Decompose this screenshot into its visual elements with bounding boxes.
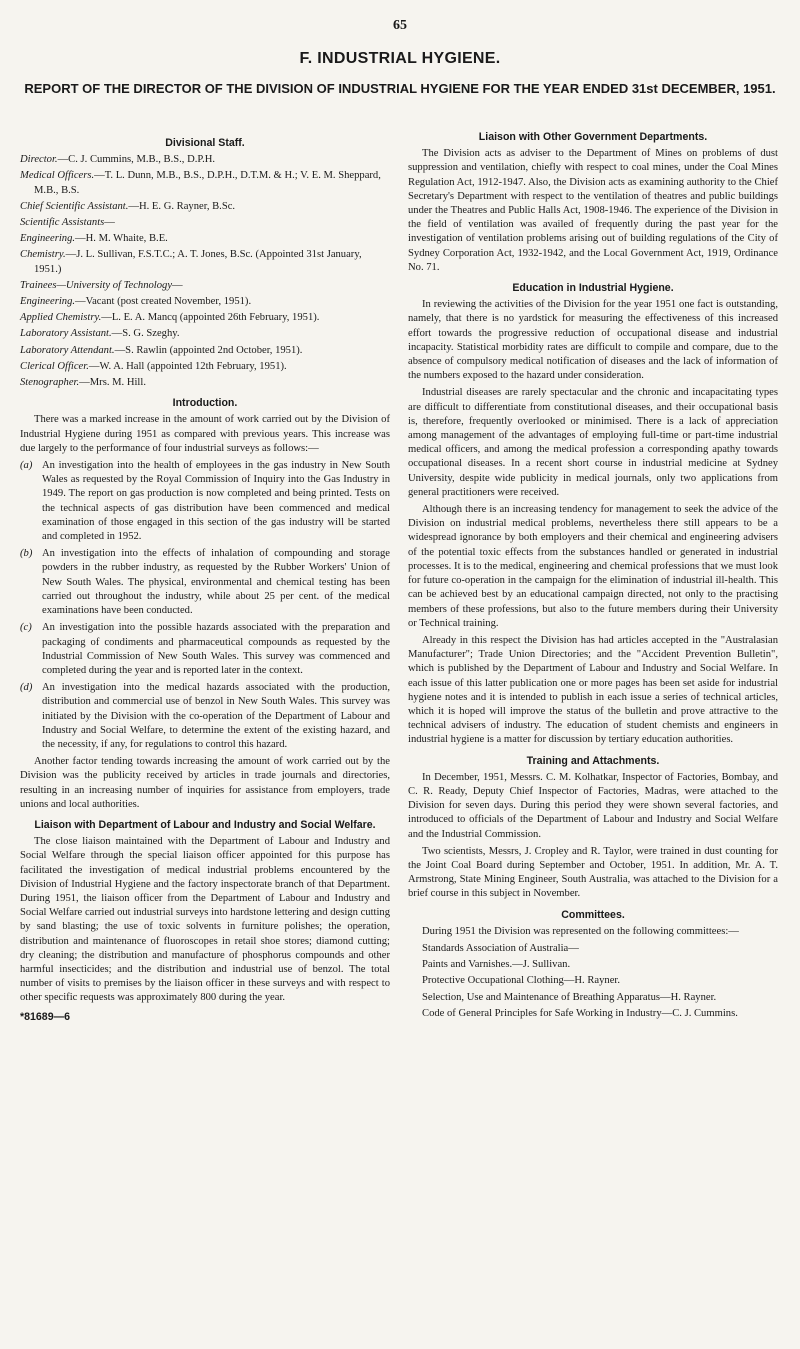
staff-role: Laboratory Assistant. — [20, 328, 112, 340]
survey-item-label: (d) — [20, 682, 33, 694]
committee-item: Code of General Principles for Safe Working in Industry—C. J. Cummins. — [422, 1007, 738, 1019]
staff-role: Engineering. — [20, 233, 76, 245]
staff-role: Stenographer. — [20, 377, 80, 389]
staff-detail: —Vacant (post created November, 1951). — [75, 296, 252, 308]
staff-role: Director. — [20, 154, 58, 166]
report-title: REPORT OF THE DIRECTOR OF THE DIVISION OF INDUSTRIAL HYGIENE FOR THE YEAR ENDED 31st DECEMBER, 1951. — [24, 81, 776, 96]
staff-role: Trainees—University of Technology — [20, 279, 173, 291]
liaison-government-paragraph: The Division acts as adviser to the Department of Mines on problems of dust suppression and ventilation, chiefly with respect to coal mines, under the Coal Mines Regulation Act, 1912-1947. Also, the Division acts as examining authority to the Chief Secretary's Department with respect to the ventilation of theatres and public buildings under the Theatres and Public Halls Act, 1908-1946. The experience of the Division in the field of ventilation was availed of frequently during the past year for the investigation of ventilation problems arising out of building regulations of the City of Sydney Corporation Act, 1932-1942, and the Local Government Act, 1919, Ordinance No. 71. — [408, 148, 778, 273]
staff-role: Scientific Assistants — [20, 217, 105, 229]
staff-entry — [20, 344, 390, 358]
committee-item: Protective Occupational Clothing—H. Rayner. — [422, 975, 621, 987]
survey-item-text: An investigation into the possible hazards associated with the preparation and packaging of condiments and pharmaceutical compounds as requested by the Industrial Commission of New South Wales. This survey was commenced and completed during the year and is reported later in the context. — [42, 622, 390, 676]
staff-entry — [20, 376, 390, 390]
survey-item-label: (a) — [20, 460, 33, 472]
survey-item — [20, 681, 390, 752]
education-heading: Education in Industrial Hygiene. — [512, 282, 674, 295]
staff-detail: —H. M. Whaite, B.E. — [75, 233, 168, 245]
liaison-labour-paragraph: The close liaison maintained with the Department of Labour and Industry and Social Welfare through the special liaison officer appointed for this purpose has facilitated the investigation of medical industrial problems encountered by the Division of Industrial Hygiene and the factory inspectorate branch of that Department. During 1951, the liaison officer from the Department of Labour and Industry and Social Welfare carried out industrial surveys into hardstone lettering and design cutting by sand blasting; the use of toxic solvents in furniture polishes; the operation, distribution and maintenance of fluoroscopes in retail shoe stores; diamond cutting; dry cleaning; the distribution and manufacture of phosphorus compounds and other harmful insecticides; and the distribution and industrial use of benzol. The total number of visits to premises by the liaison officer in these surveys and with respect to other specific requests was approximately 800 during the year. — [20, 836, 390, 1004]
staff-role: Laboratory Attendant. — [20, 344, 115, 356]
staff-entry — [20, 279, 390, 293]
survey-item — [20, 459, 390, 544]
right-column — [408, 130, 778, 1023]
staff-entry — [20, 295, 390, 309]
liaison-government-heading: Liaison with Other Government Departments. — [478, 131, 708, 143]
staff-detail: —T. L. Dunn, M.B., B.S., D.P.H., D.T.M. & H.; V. E. M. Sheppard, M.B., B.S. — [34, 170, 381, 196]
survey-item-label: (c) — [20, 622, 32, 634]
staff-entry — [20, 169, 390, 197]
staff-role: Clerical Officer. — [20, 360, 89, 372]
survey-item-text: An investigation into the medical hazards associated with the production, distribution and commercial use of benzol in New South Wales. This survey was initiated by the Division with the co-operation of the Department of Labour and Industry and Social Welfare, to determine the extent of the existing hazard, and the necessity, if any, for regulations to control this hazard. — [42, 682, 390, 750]
staff-detail: —C. J. Cummins, M.B., B.S., D.P.H. — [57, 154, 216, 166]
section-title: F. INDUSTRIAL HYGIENE. — [299, 50, 501, 67]
liaison-labour-heading: Liaison with Department of Labour and Industry and Social Welfare. — [34, 818, 376, 831]
print-code: *81689—6 — [20, 1010, 71, 1023]
staff-detail: —Mrs. M. Hill. — [79, 377, 146, 389]
committees-intro: During 1951 the Division was represented on the following committees:— — [422, 925, 739, 937]
staff-role: Medical Officers. — [20, 170, 95, 182]
training-heading: Training and Attachments. — [526, 754, 660, 767]
committees-heading: Committees. — [561, 908, 625, 921]
staff-role: Chief Scientific Assistant. — [20, 200, 129, 212]
committee-item: Paints and Varnishes.—J. Sullivan. — [422, 959, 571, 971]
page-number: 65 — [393, 18, 407, 33]
survey-item — [20, 621, 390, 678]
education-paragraph: Already in this respect the Division has had articles accepted in the "Australasian Manufacturer"; Trade Union Directories; and the "Accident Prevention Bulletin", which is published by the Department of Labour and Industry and Social Welfare. In each issue of this latter publication one or more pages has been set aside for industrial hygiene notes and it is intended to publish in each issue a series of technical articles, which it is hoped will improve the status of the bulletin and prove attractive to the technical advisers of industry. The education of student chemists and engineers in industrial hygiene is a matter for discussion by tertiary education authorities. — [408, 634, 778, 746]
staff-entry — [20, 311, 390, 325]
staff-entry — [20, 216, 390, 230]
survey-item — [20, 547, 390, 618]
staff-entry — [20, 200, 390, 214]
staff-role: Engineering. — [20, 296, 76, 308]
staff-detail: — — [172, 279, 183, 291]
survey-item-text: An investigation into the health of employees in the gas industry in New South Wales as requested by the Royal Commission of Inquiry into the Gas Industry in 1949. The report on gas production is now completed and being printed. Tests on the technical aspects of gas distribution have been commenced and medical examination of those engaged in this section of the gas industry will be started and completed in 1952. — [42, 460, 390, 543]
committee-parent: Standards Association of Australia— — [422, 942, 579, 954]
training-paragraph: In December, 1951, Messrs. C. M. Kolhatkar, Inspector of Factories, Bombay, and C. R. Ready, Deputy Chief Inspector of Factories, Madras, were attached to the Division for seven days. During this period they were shown several factories, and introduced to officials of the Department of Labour and Industry and Social Welfare and the Industrial Commission. — [408, 771, 778, 840]
staff-detail: — — [104, 217, 115, 229]
divisional-staff-heading: Divisional Staff. — [165, 137, 245, 149]
staff-entry — [20, 327, 390, 341]
staff-detail: —H. E. G. Rayner, B.Sc. — [128, 200, 236, 212]
committee-item: Selection, Use and Maintenance of Breathing Apparatus—H. Rayner. — [422, 991, 717, 1003]
education-paragraph: In reviewing the activities of the Division for the year 1951 one fact is outstanding, namely, that there is no yardstick for measuring the effectiveness of this increased effort towards the progressive reduction of occupational disease and industrial incapacity. Statistical morbidity rates are difficult to compile and compare, due to the absence of compulsory medical notification of diseases and the lack of information of the numbers exposed to the hazard under consideration. — [408, 299, 778, 382]
education-paragraph: Industrial diseases are rarely spectacular and the chronic and incapacitating types are difficult to differentiate from constitutional diseases, and their occupational basis is, therefore, frequently overlooked or minimised. There is a lack of appreciation among management of the advantages of employing full-time or part-time industrial medical officers, and among the medical profession a corresponding apathy towards occupational diseases. In a recent short course in industrial medicine at Sydney University, despite wide publicity in medical journals, only two applications from general practitioners were received. — [408, 387, 778, 498]
staff-entry — [20, 360, 390, 374]
introduction-heading: Introduction. — [172, 397, 238, 410]
staff-entry — [20, 153, 390, 167]
staff-role: Applied Chemistry. — [20, 312, 102, 324]
survey-item-label: (b) — [20, 548, 33, 560]
introduction-paragraph: There was a marked increase in the amount of work carried out by the Division of Industrial Hygiene during 1951 as compared with previous years. This increase was due largely to the performance of four industrial surveys as follows:— — [20, 414, 390, 454]
staff-detail: —S. G. Szeghy. — [111, 328, 180, 340]
staff-entry — [20, 232, 390, 246]
training-paragraph: Two scientists, Messrs, J. Cropley and R. Taylor, were trained in dust counting for the Joint Coal Board during September and October, 1951. In addition, Mr. A. T. Armstrong, State Mining Engineer, South Australia, was attached to the Division for a brief course in this subject in November. — [408, 845, 778, 900]
survey-item-text: An investigation into the effects of inhalation of compounding and storage powders in the rubber industry, as requested by the Rubber Workers' Union of New South Wales. The physical, environmental and chemical testing has been carried out throughout the industry, while about 25 per cent. of the medical examinations have been conducted. — [42, 548, 390, 617]
staff-detail: —W. A. Hall (appointed 12th February, 1951). — [88, 360, 287, 372]
staff-detail: —J. L. Sullivan, F.S.T.C.; A. T. Jones, B.Sc. (Appointed 31st January, 1951.) — [34, 249, 362, 275]
left-column — [20, 130, 390, 1024]
staff-list — [20, 153, 390, 390]
introduction-paragraph: Another factor tending towards increasing the amount of work carried out by the Division was the publicity received by articles in trade journals and directories, resulting in an increasing number of inquiries for assistance from employers, trade unions and local authorities. — [20, 756, 390, 810]
staff-entry — [20, 248, 390, 276]
education-paragraph: Although there is an increasing tendency for management to seek the advice of the Division on industrial medical problems, nevertheless there still appears to be a widespread ignorance by both employers and their chemical and engineering advisers of the potential toxic effects from the substances handled or generated in industrial processes. It is to the medical, engineering and chemical professions that we must look for future co-operation in the campaign for the elimination of industrial ill-health. This can be achieved best by an educational campaign directed, not only to the practising members of these professions, but also to the future members during their University or Technical training. — [408, 504, 778, 629]
staff-detail: —S. Rawlin (appointed 2nd October, 1951). — [114, 344, 303, 356]
staff-role: Chemistry. — [20, 249, 66, 261]
staff-detail: —L. E. A. Mancq (appointed 26th February, 1951). — [101, 312, 320, 324]
